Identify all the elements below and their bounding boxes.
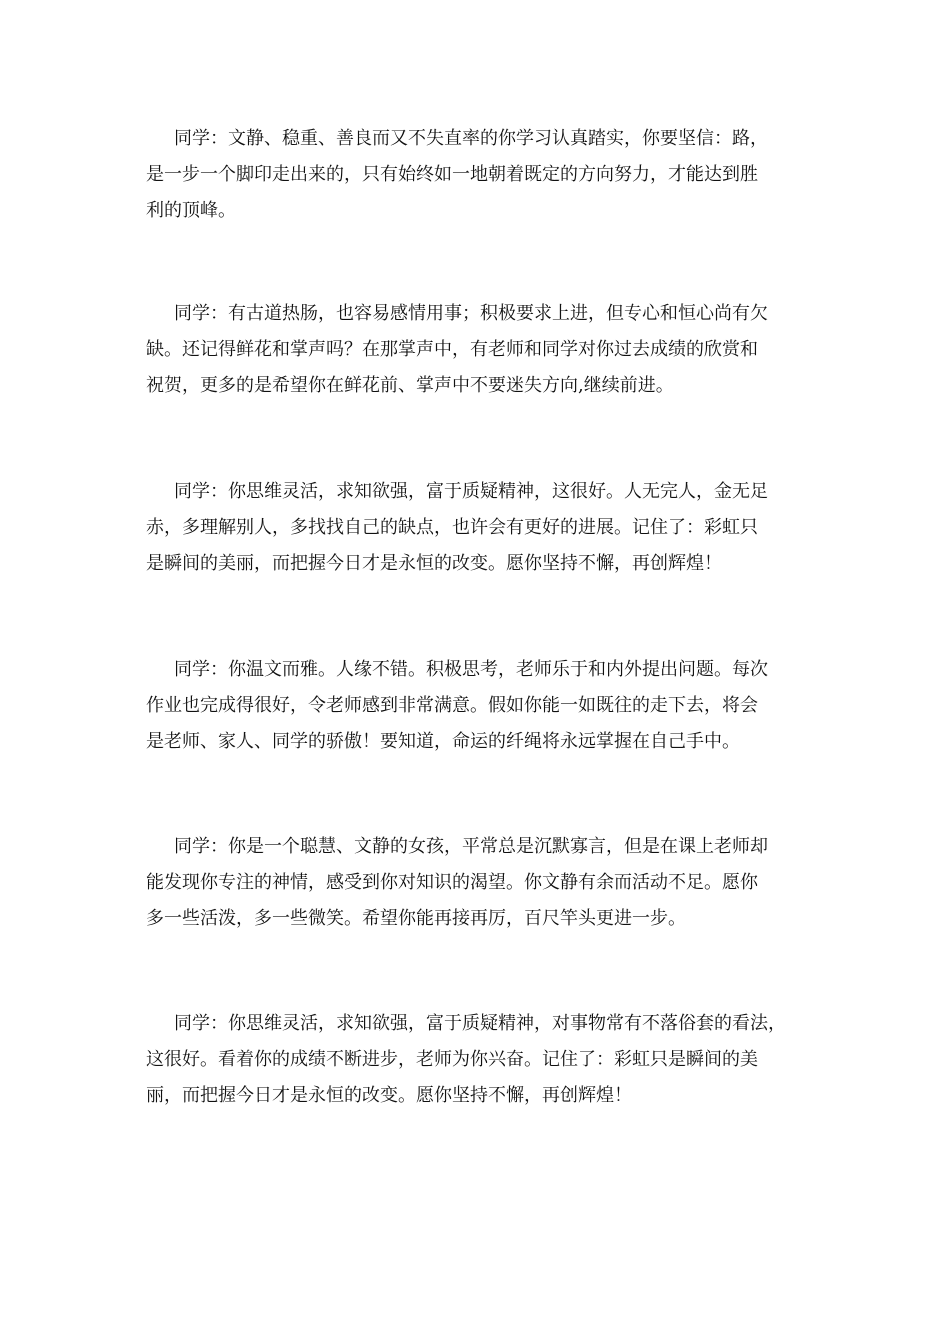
comment-line: 多一些活泼，多一些微笑。希望你能再接再厉，百尺竿头更进一步。 [146, 908, 686, 929]
comment-line: 同学：有古道热肠，也容易感情用事；积极要求上进，但专心和恒心尚有欠 [174, 303, 768, 324]
comment-line: 是老师、家人、同学的骄傲！要知道，命运的纤绳将永远掌握在自己手中。 [146, 731, 740, 752]
comment-line: 同学：你是一个聪慧、文静的女孩，平常总是沉默寡言，但是在课上老师却 [174, 836, 768, 857]
comment-line: 缺。还记得鲜花和掌声吗？在那掌声中，有老师和同学对你过去成绩的欣赏和 [146, 339, 758, 360]
comment-paragraph-3 [146, 474, 814, 582]
comment-line: 祝贺，更多的是希望你在鲜花前、掌声中不要迷失方向,继续前进。 [146, 375, 674, 396]
comment-line: 利的顶峰。 [146, 200, 236, 221]
comment-paragraph-4 [146, 652, 814, 760]
comment-paragraph-5 [146, 829, 814, 937]
comment-line: 是瞬间的美丽，而把握今日才是永恒的改变。愿你坚持不懈，再创辉煌！ [146, 553, 722, 574]
comment-line: 丽，而把握今日才是永恒的改变。愿你坚持不懈，再创辉煌！ [146, 1085, 632, 1106]
comment-paragraph-6 [146, 1006, 814, 1114]
comment-line: 是一步一个脚印走出来的，只有始终如一地朝着既定的方向努力，才能达到胜 [146, 164, 758, 185]
comment-line: 同学：你思维灵活，求知欲强，富于质疑精神，对事物常有不落俗套的看法， [174, 1013, 786, 1034]
comment-line: 能发现你专注的神情，感受到你对知识的渴望。你文静有余而活动不足。愿你 [146, 872, 758, 893]
comment-line: 同学：文静、稳重、善良而又不失直率的你学习认真踏实，你要坚信：路， [174, 128, 768, 149]
comment-paragraph-2 [146, 296, 814, 404]
comment-line: 作业也完成得很好，令老师感到非常满意。假如你能一如既往的走下去，将会 [146, 695, 758, 716]
comment-line: 这很好。看着你的成绩不断进步，老师为你兴奋。记住了：彩虹只是瞬间的美 [146, 1049, 758, 1070]
comment-paragraph-1 [146, 121, 814, 229]
comment-line: 赤，多理解别人，多找找自己的缺点，也许会有更好的进展。记住了：彩虹只 [146, 517, 758, 538]
comment-line: 同学：你温文而雅。人缘不错。积极思考，老师乐于和内外提出问题。每次 [174, 659, 768, 680]
comment-line: 同学：你思维灵活，求知欲强，富于质疑精神，这很好。人无完人，金无足 [174, 481, 768, 502]
